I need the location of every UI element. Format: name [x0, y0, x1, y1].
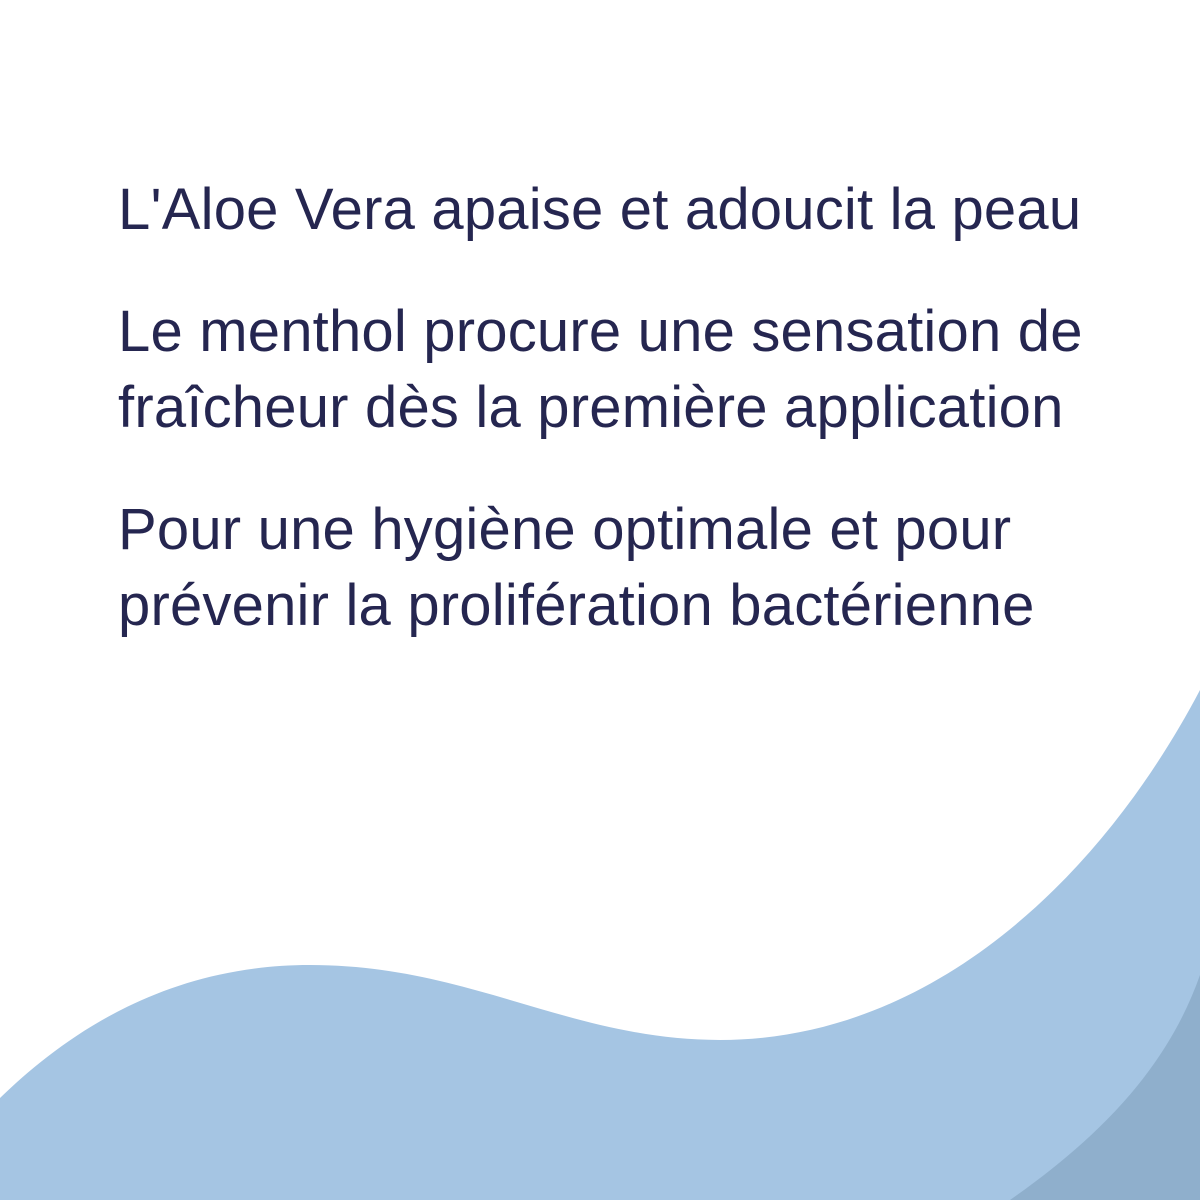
- light-blue-wave: [0, 690, 1200, 1200]
- hygiene-claim: Pour une hygiène optimale et pour prévenir la prolifération bactérienne: [118, 497, 1035, 638]
- menthol-claim: Le menthol procure une sensation de fraîcheur dès la première application: [118, 299, 1083, 440]
- benefits-text: [118, 172, 1158, 690]
- aloe-vera-claim: L'Aloe Vera apaise et adoucit la peau: [118, 177, 1082, 242]
